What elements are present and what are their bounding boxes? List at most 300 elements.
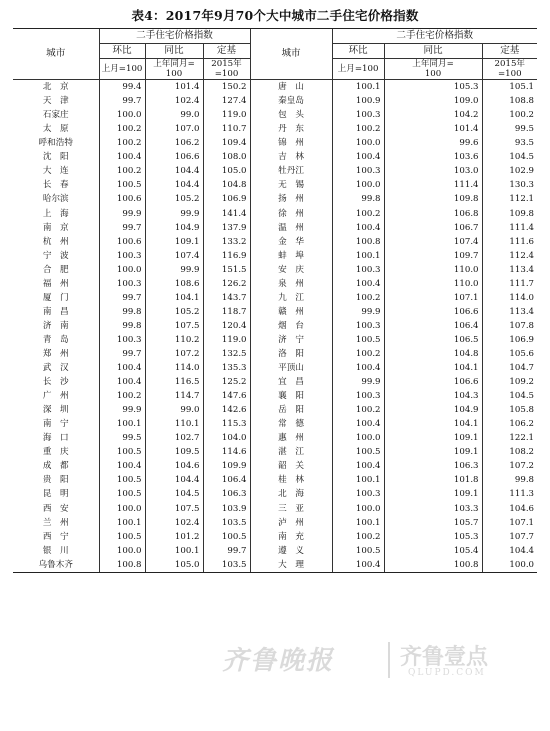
cell-mom-right: 100.4 xyxy=(332,150,384,164)
cell-yoy-left: 104.9 xyxy=(145,221,203,235)
cell-yoy-right: 105.7 xyxy=(384,516,482,530)
cell-mom-right: 100.3 xyxy=(332,164,384,178)
cell-mom-right: 100.4 xyxy=(332,558,384,573)
cell-mom-right: 100.3 xyxy=(332,389,384,403)
cell-yoy-right: 104.1 xyxy=(384,417,482,431)
cell-city-right: 泸 州 xyxy=(250,516,332,530)
cell-mom-left: 99.8 xyxy=(99,319,145,333)
cell-base-left: 120.4 xyxy=(203,319,250,333)
cell-yoy-left: 106.2 xyxy=(145,136,203,150)
cell-base-right: 109.8 xyxy=(482,207,537,221)
cell-city-left: 福 州 xyxy=(42,278,69,289)
table-row xyxy=(13,305,537,319)
cell-base-left: 108.0 xyxy=(203,150,250,164)
cell-base-left: 132.5 xyxy=(203,347,250,361)
cell-mom-left: 99.7 xyxy=(99,347,145,361)
cell-base-left: 125.2 xyxy=(203,375,250,389)
cell-city-right: 襄 阳 xyxy=(250,389,332,403)
cell-yoy-right: 106.8 xyxy=(384,207,482,221)
cell-yoy-right: 105.3 xyxy=(384,530,482,544)
table-title: 表4：2017年9月70个大中城市二手住宅价格指数 xyxy=(131,8,419,23)
city-header-right: 城市 xyxy=(250,29,332,80)
cell-yoy-left: 108.6 xyxy=(145,277,203,291)
cell-mom-left: 100.3 xyxy=(99,249,145,263)
cell-city-left: 呼和浩特 xyxy=(38,138,73,149)
table-row xyxy=(13,516,537,530)
cell-yoy-right: 110.0 xyxy=(384,277,482,291)
cell-base-left: 116.9 xyxy=(203,249,250,263)
cell-city-right: 安 庆 xyxy=(250,263,332,277)
cell-city-left: 西 宁 xyxy=(42,531,69,542)
table-row xyxy=(13,347,537,361)
cell-city-left: 北 京 xyxy=(42,82,69,93)
table-row xyxy=(13,136,537,150)
cell-mom-left: 100.1 xyxy=(99,516,145,530)
table-row xyxy=(13,445,537,459)
cell-city-right: 烟 台 xyxy=(250,319,332,333)
watermark-logo-left: 齐鲁晚报 xyxy=(222,646,335,676)
cell-base-right: 105.8 xyxy=(482,403,537,417)
sub-base-right: 2015年 =100 xyxy=(482,59,537,80)
cell-mom-left: 99.7 xyxy=(99,221,145,235)
cell-mom-right: 100.4 xyxy=(332,277,384,291)
cell-base-right: 102.9 xyxy=(482,164,537,178)
cell-base-right: 104.5 xyxy=(482,389,537,403)
cell-yoy-right: 103.6 xyxy=(384,150,482,164)
cell-mom-left: 99.5 xyxy=(99,431,145,445)
cell-base-right: 105.1 xyxy=(482,80,537,95)
table-row xyxy=(13,473,537,487)
cell-base-left: 126.2 xyxy=(203,277,250,291)
cell-yoy-left: 107.4 xyxy=(145,249,203,263)
cell-mom-left: 100.4 xyxy=(99,361,145,375)
cell-mom-right: 100.2 xyxy=(332,122,384,136)
watermark-divider xyxy=(388,642,390,678)
cell-base-left: 133.2 xyxy=(203,235,250,249)
table-row xyxy=(13,263,537,277)
cell-city-left: 长 沙 xyxy=(42,377,69,388)
cell-base-right: 109.2 xyxy=(482,375,537,389)
cell-mom-right: 100.1 xyxy=(332,80,384,95)
cell-base-right: 111.7 xyxy=(482,277,537,291)
table-row xyxy=(13,459,537,473)
cell-mom-right: 100.0 xyxy=(332,502,384,516)
cell-city-left: 南 昌 xyxy=(42,306,69,317)
cell-mom-left: 100.2 xyxy=(99,164,145,178)
cell-yoy-left: 99.0 xyxy=(145,108,203,122)
cell-base-left: 150.2 xyxy=(203,80,250,95)
cell-mom-right: 99.9 xyxy=(332,375,384,389)
cell-city-right: 遵 义 xyxy=(250,544,332,558)
cell-mom-left: 99.9 xyxy=(99,403,145,417)
cell-base-right: 113.4 xyxy=(482,305,537,319)
cell-mom-left: 100.2 xyxy=(99,122,145,136)
cell-city-left: 青 岛 xyxy=(42,334,69,345)
cell-city-left: 长 春 xyxy=(42,180,69,191)
cell-yoy-right: 109.1 xyxy=(384,431,482,445)
cell-city-left: 合 肥 xyxy=(42,264,69,275)
cell-yoy-left: 101.2 xyxy=(145,530,203,544)
cell-mom-left: 99.8 xyxy=(99,305,145,319)
cell-mom-left: 100.4 xyxy=(99,459,145,473)
cell-mom-right: 100.4 xyxy=(332,221,384,235)
cell-yoy-left: 99.9 xyxy=(145,263,203,277)
cell-mom-right: 100.3 xyxy=(332,319,384,333)
table-row xyxy=(13,221,537,235)
cell-base-left: 103.5 xyxy=(203,516,250,530)
cell-yoy-left: 110.1 xyxy=(145,417,203,431)
cell-mom-right: 100.2 xyxy=(332,530,384,544)
cell-mom-right: 100.0 xyxy=(332,431,384,445)
cell-city-left: 贵 阳 xyxy=(42,475,69,486)
table-row xyxy=(13,150,537,164)
cell-yoy-right: 104.9 xyxy=(384,403,482,417)
table-row xyxy=(13,207,537,221)
cell-mom-right: 100.4 xyxy=(332,361,384,375)
cell-base-left: 118.7 xyxy=(203,305,250,319)
cell-city-left: 武 汉 xyxy=(42,363,69,374)
cell-mom-left: 100.5 xyxy=(99,178,145,192)
table-row xyxy=(13,544,537,558)
cell-city-right: 桂 林 xyxy=(250,473,332,487)
cell-mom-left: 100.4 xyxy=(99,375,145,389)
table-row xyxy=(13,530,537,544)
cell-yoy-left: 102.4 xyxy=(145,516,203,530)
cell-yoy-left: 105.0 xyxy=(145,558,203,573)
table-row xyxy=(13,333,537,347)
cell-mom-right: 100.3 xyxy=(332,263,384,277)
cell-city-right: 吉 林 xyxy=(250,150,332,164)
table-row xyxy=(13,487,537,501)
cell-base-right: 108.8 xyxy=(482,94,537,108)
cell-base-left: 106.9 xyxy=(203,192,250,206)
cell-base-left: 109.4 xyxy=(203,136,250,150)
cell-city-right: 韶 关 xyxy=(250,459,332,473)
cell-yoy-right: 110.0 xyxy=(384,263,482,277)
cell-mom-right: 100.4 xyxy=(332,459,384,473)
cell-city-right: 南 充 xyxy=(250,530,332,544)
cell-mom-right: 100.5 xyxy=(332,445,384,459)
cell-mom-right: 100.2 xyxy=(332,347,384,361)
cell-city-left: 哈尔滨 xyxy=(42,194,69,205)
cell-base-left: 103.5 xyxy=(203,558,250,573)
cell-city-left: 银 川 xyxy=(42,545,69,556)
cell-base-left: 137.9 xyxy=(203,221,250,235)
cell-mom-right: 100.5 xyxy=(332,544,384,558)
cell-base-right: 111.6 xyxy=(482,235,537,249)
cell-yoy-right: 101.4 xyxy=(384,122,482,136)
cell-base-right: 107.7 xyxy=(482,530,537,544)
cell-mom-left: 100.5 xyxy=(99,473,145,487)
cell-city-left: 成 都 xyxy=(42,461,69,472)
col-yoy-left: 同比 xyxy=(145,44,203,59)
cell-yoy-left: 100.1 xyxy=(145,544,203,558)
table-row xyxy=(13,502,537,516)
cell-city-right: 包 头 xyxy=(250,108,332,122)
cell-yoy-left: 99.9 xyxy=(145,207,203,221)
cell-yoy-left: 104.4 xyxy=(145,178,203,192)
group-header-left: 二手住宅价格指数 xyxy=(99,29,250,44)
cell-yoy-right: 103.3 xyxy=(384,502,482,516)
table-row xyxy=(13,361,537,375)
cell-mom-left: 99.7 xyxy=(99,94,145,108)
cell-mom-left: 100.2 xyxy=(99,389,145,403)
cell-yoy-right: 109.1 xyxy=(384,445,482,459)
cell-city-right: 惠 州 xyxy=(250,431,332,445)
sub-base-left: 2015年 =100 xyxy=(203,59,250,80)
cell-yoy-right: 100.8 xyxy=(384,558,482,573)
table-row xyxy=(13,319,537,333)
cell-mom-left: 100.3 xyxy=(99,333,145,347)
cell-yoy-left: 107.0 xyxy=(145,122,203,136)
cell-city-left: 深 圳 xyxy=(42,405,69,416)
cell-base-left: 115.3 xyxy=(203,417,250,431)
cell-base-right: 105.6 xyxy=(482,347,537,361)
cell-mom-right: 100.1 xyxy=(332,473,384,487)
sub-mom-left: 上月=100 xyxy=(99,59,145,80)
cell-city-left: 兰 州 xyxy=(42,517,69,528)
cell-base-right: 99.8 xyxy=(482,473,537,487)
cell-mom-left: 100.5 xyxy=(99,445,145,459)
cell-city-left: 广 州 xyxy=(42,391,69,402)
cell-mom-left: 100.2 xyxy=(99,136,145,150)
cell-city-left: 上 海 xyxy=(42,208,69,219)
cell-yoy-right: 103.0 xyxy=(384,164,482,178)
cell-mom-left: 100.6 xyxy=(99,192,145,206)
cell-base-right: 114.0 xyxy=(482,291,537,305)
cell-base-right: 100.2 xyxy=(482,108,537,122)
col-yoy-right: 同比 xyxy=(384,44,482,59)
cell-city-right: 扬 州 xyxy=(250,192,332,206)
cell-city-right: 洛 阳 xyxy=(250,347,332,361)
cell-yoy-left: 101.4 xyxy=(145,80,203,95)
cell-mom-left: 100.5 xyxy=(99,487,145,501)
table-row xyxy=(13,80,537,95)
cell-yoy-right: 104.8 xyxy=(384,347,482,361)
cell-yoy-left: 114.0 xyxy=(145,361,203,375)
cell-yoy-right: 104.2 xyxy=(384,108,482,122)
cell-city-left: 太 原 xyxy=(42,124,69,135)
cell-city-left: 天 津 xyxy=(42,96,69,107)
cell-mom-left: 100.3 xyxy=(99,277,145,291)
cell-yoy-right: 99.6 xyxy=(384,136,482,150)
cell-yoy-left: 107.2 xyxy=(145,347,203,361)
cell-yoy-left: 104.5 xyxy=(145,487,203,501)
cell-mom-right: 100.0 xyxy=(332,136,384,150)
cell-mom-right: 100.2 xyxy=(332,403,384,417)
cell-base-left: 106.4 xyxy=(203,473,250,487)
price-index-table xyxy=(13,28,537,573)
table-row xyxy=(13,403,537,417)
cell-yoy-right: 106.6 xyxy=(384,375,482,389)
cell-mom-right: 100.2 xyxy=(332,291,384,305)
table-row xyxy=(13,431,537,445)
cell-base-right: 107.2 xyxy=(482,459,537,473)
cell-city-left: 海 口 xyxy=(42,433,69,444)
col-mom-left: 环比 xyxy=(99,44,145,59)
cell-base-left: 135.3 xyxy=(203,361,250,375)
cell-mom-left: 100.4 xyxy=(99,150,145,164)
cell-mom-left: 100.6 xyxy=(99,235,145,249)
cell-city-right: 宜 昌 xyxy=(250,375,332,389)
cell-base-right: 113.4 xyxy=(482,263,537,277)
cell-mom-left: 100.0 xyxy=(99,544,145,558)
cell-mom-right: 100.4 xyxy=(332,417,384,431)
cell-mom-right: 100.8 xyxy=(332,235,384,249)
cell-mom-right: 100.1 xyxy=(332,249,384,263)
cell-base-right: 100.0 xyxy=(482,558,537,573)
col-base-left: 定基 xyxy=(203,44,250,59)
cell-yoy-left: 104.6 xyxy=(145,459,203,473)
table-row xyxy=(13,235,537,249)
table-row xyxy=(13,558,537,573)
cell-city-left: 郑 州 xyxy=(42,349,69,359)
cell-base-left: 104.0 xyxy=(203,431,250,445)
cell-base-right: 104.4 xyxy=(482,544,537,558)
cell-base-right: 104.6 xyxy=(482,502,537,516)
cell-mom-right: 100.9 xyxy=(332,94,384,108)
cell-city-right: 三 亚 xyxy=(250,502,332,516)
cell-base-right: 107.1 xyxy=(482,516,537,530)
cell-base-right: 130.3 xyxy=(482,178,537,192)
cell-mom-right: 100.1 xyxy=(332,516,384,530)
cell-yoy-right: 109.7 xyxy=(384,249,482,263)
cell-mom-left: 99.7 xyxy=(99,291,145,305)
cell-base-right: 93.5 xyxy=(482,136,537,150)
cell-mom-left: 99.9 xyxy=(99,207,145,221)
cell-city-left: 沈 阳 xyxy=(42,152,69,163)
col-base-right: 定基 xyxy=(482,44,537,59)
watermark-logo-right: 齐鲁壹点 xyxy=(400,644,489,670)
cell-yoy-left: 104.4 xyxy=(145,473,203,487)
cell-base-right: 106.9 xyxy=(482,333,537,347)
col-mom-right: 环比 xyxy=(332,44,384,59)
cell-city-left: 宁 波 xyxy=(42,250,69,261)
city-header-left: 城市 xyxy=(13,29,99,80)
cell-yoy-right: 106.7 xyxy=(384,221,482,235)
cell-city-right: 徐 州 xyxy=(250,207,332,221)
table-row xyxy=(13,277,537,291)
cell-base-left: 119.0 xyxy=(203,108,250,122)
cell-base-right: 106.2 xyxy=(482,417,537,431)
cell-city-left: 厦 门 xyxy=(42,292,69,303)
cell-mom-right: 100.3 xyxy=(332,108,384,122)
cell-city-left: 昆 明 xyxy=(42,489,69,500)
table-row xyxy=(13,291,537,305)
cell-base-left: 119.0 xyxy=(203,333,250,347)
cell-base-left: 106.3 xyxy=(203,487,250,501)
cell-base-left: 100.5 xyxy=(203,530,250,544)
cell-city-right: 金 华 xyxy=(250,235,332,249)
cell-base-right: 104.5 xyxy=(482,150,537,164)
cell-yoy-left: 107.5 xyxy=(145,319,203,333)
cell-mom-left: 100.0 xyxy=(99,263,145,277)
cell-city-right: 牡丹江 xyxy=(250,164,332,178)
watermark-url: QLUPD.COM xyxy=(408,668,486,678)
cell-base-left: 127.4 xyxy=(203,94,250,108)
cell-city-left: 大 连 xyxy=(42,166,69,177)
group-header-right: 二手住宅价格指数 xyxy=(332,29,537,44)
table-row xyxy=(13,108,537,122)
cell-city-left: 重 庆 xyxy=(42,447,69,458)
cell-city-right: 丹 东 xyxy=(250,122,332,136)
cell-city-right: 九 江 xyxy=(250,291,332,305)
cell-city-right: 温 州 xyxy=(250,221,332,235)
cell-city-right: 秦皇岛 xyxy=(250,94,332,108)
cell-city-right: 泉 州 xyxy=(250,277,332,291)
cell-mom-left: 100.5 xyxy=(99,530,145,544)
cell-yoy-left: 104.4 xyxy=(145,164,203,178)
cell-mom-right: 100.5 xyxy=(332,333,384,347)
cell-yoy-left: 105.2 xyxy=(145,192,203,206)
cell-base-left: 99.7 xyxy=(203,544,250,558)
table-row xyxy=(13,249,537,263)
table-row xyxy=(13,122,537,136)
cell-base-left: 147.6 xyxy=(203,389,250,403)
cell-mom-right: 100.2 xyxy=(332,207,384,221)
cell-base-left: 110.7 xyxy=(203,122,250,136)
cell-base-left: 151.5 xyxy=(203,263,250,277)
cell-base-right: 107.8 xyxy=(482,319,537,333)
cell-base-right: 99.5 xyxy=(482,122,537,136)
cell-mom-right: 100.0 xyxy=(332,178,384,192)
cell-yoy-left: 109.1 xyxy=(145,235,203,249)
cell-yoy-left: 110.2 xyxy=(145,333,203,347)
cell-city-left: 石家庄 xyxy=(42,110,69,121)
cell-city-right: 唐 山 xyxy=(250,80,332,95)
cell-yoy-right: 105.4 xyxy=(384,544,482,558)
table-row xyxy=(13,192,537,206)
cell-yoy-right: 104.3 xyxy=(384,389,482,403)
table-body xyxy=(13,80,537,573)
cell-mom-left: 100.1 xyxy=(99,417,145,431)
cell-yoy-right: 107.4 xyxy=(384,235,482,249)
cell-base-left: 109.9 xyxy=(203,459,250,473)
cell-mom-left: 99.4 xyxy=(99,80,145,95)
cell-city-right: 湛 江 xyxy=(250,445,332,459)
cell-base-right: 111.4 xyxy=(482,221,537,235)
cell-yoy-left: 102.7 xyxy=(145,431,203,445)
cell-yoy-right: 109.0 xyxy=(384,94,482,108)
cell-base-left: 114.6 xyxy=(203,445,250,459)
cell-yoy-left: 114.7 xyxy=(145,389,203,403)
cell-yoy-right: 106.3 xyxy=(384,459,482,473)
sub-yoy-right: 上年同月= 100 xyxy=(384,59,482,80)
cell-yoy-right: 107.1 xyxy=(384,291,482,305)
cell-city-left: 杭 州 xyxy=(42,236,69,247)
cell-yoy-left: 99.0 xyxy=(145,403,203,417)
table-row xyxy=(13,417,537,431)
cell-city-left: 南 宁 xyxy=(42,419,69,430)
cell-yoy-left: 107.5 xyxy=(145,502,203,516)
cell-base-left: 142.6 xyxy=(203,403,250,417)
cell-yoy-left: 109.5 xyxy=(145,445,203,459)
cell-city-left: 西 安 xyxy=(42,503,69,514)
cell-base-right: 112.1 xyxy=(482,192,537,206)
cell-city-right: 北 海 xyxy=(250,487,332,501)
cell-yoy-left: 106.6 xyxy=(145,150,203,164)
cell-yoy-right: 109.1 xyxy=(384,487,482,501)
cell-yoy-right: 106.6 xyxy=(384,305,482,319)
cell-mom-left: 100.8 xyxy=(99,558,145,573)
cell-base-left: 104.8 xyxy=(203,178,250,192)
cell-city-right: 常 德 xyxy=(250,417,332,431)
cell-city-right: 大 理 xyxy=(250,558,332,573)
cell-city-left: 南 京 xyxy=(42,222,69,233)
cell-city-right: 济 宁 xyxy=(250,333,332,347)
cell-mom-left: 100.0 xyxy=(99,502,145,516)
cell-yoy-left: 105.2 xyxy=(145,305,203,319)
